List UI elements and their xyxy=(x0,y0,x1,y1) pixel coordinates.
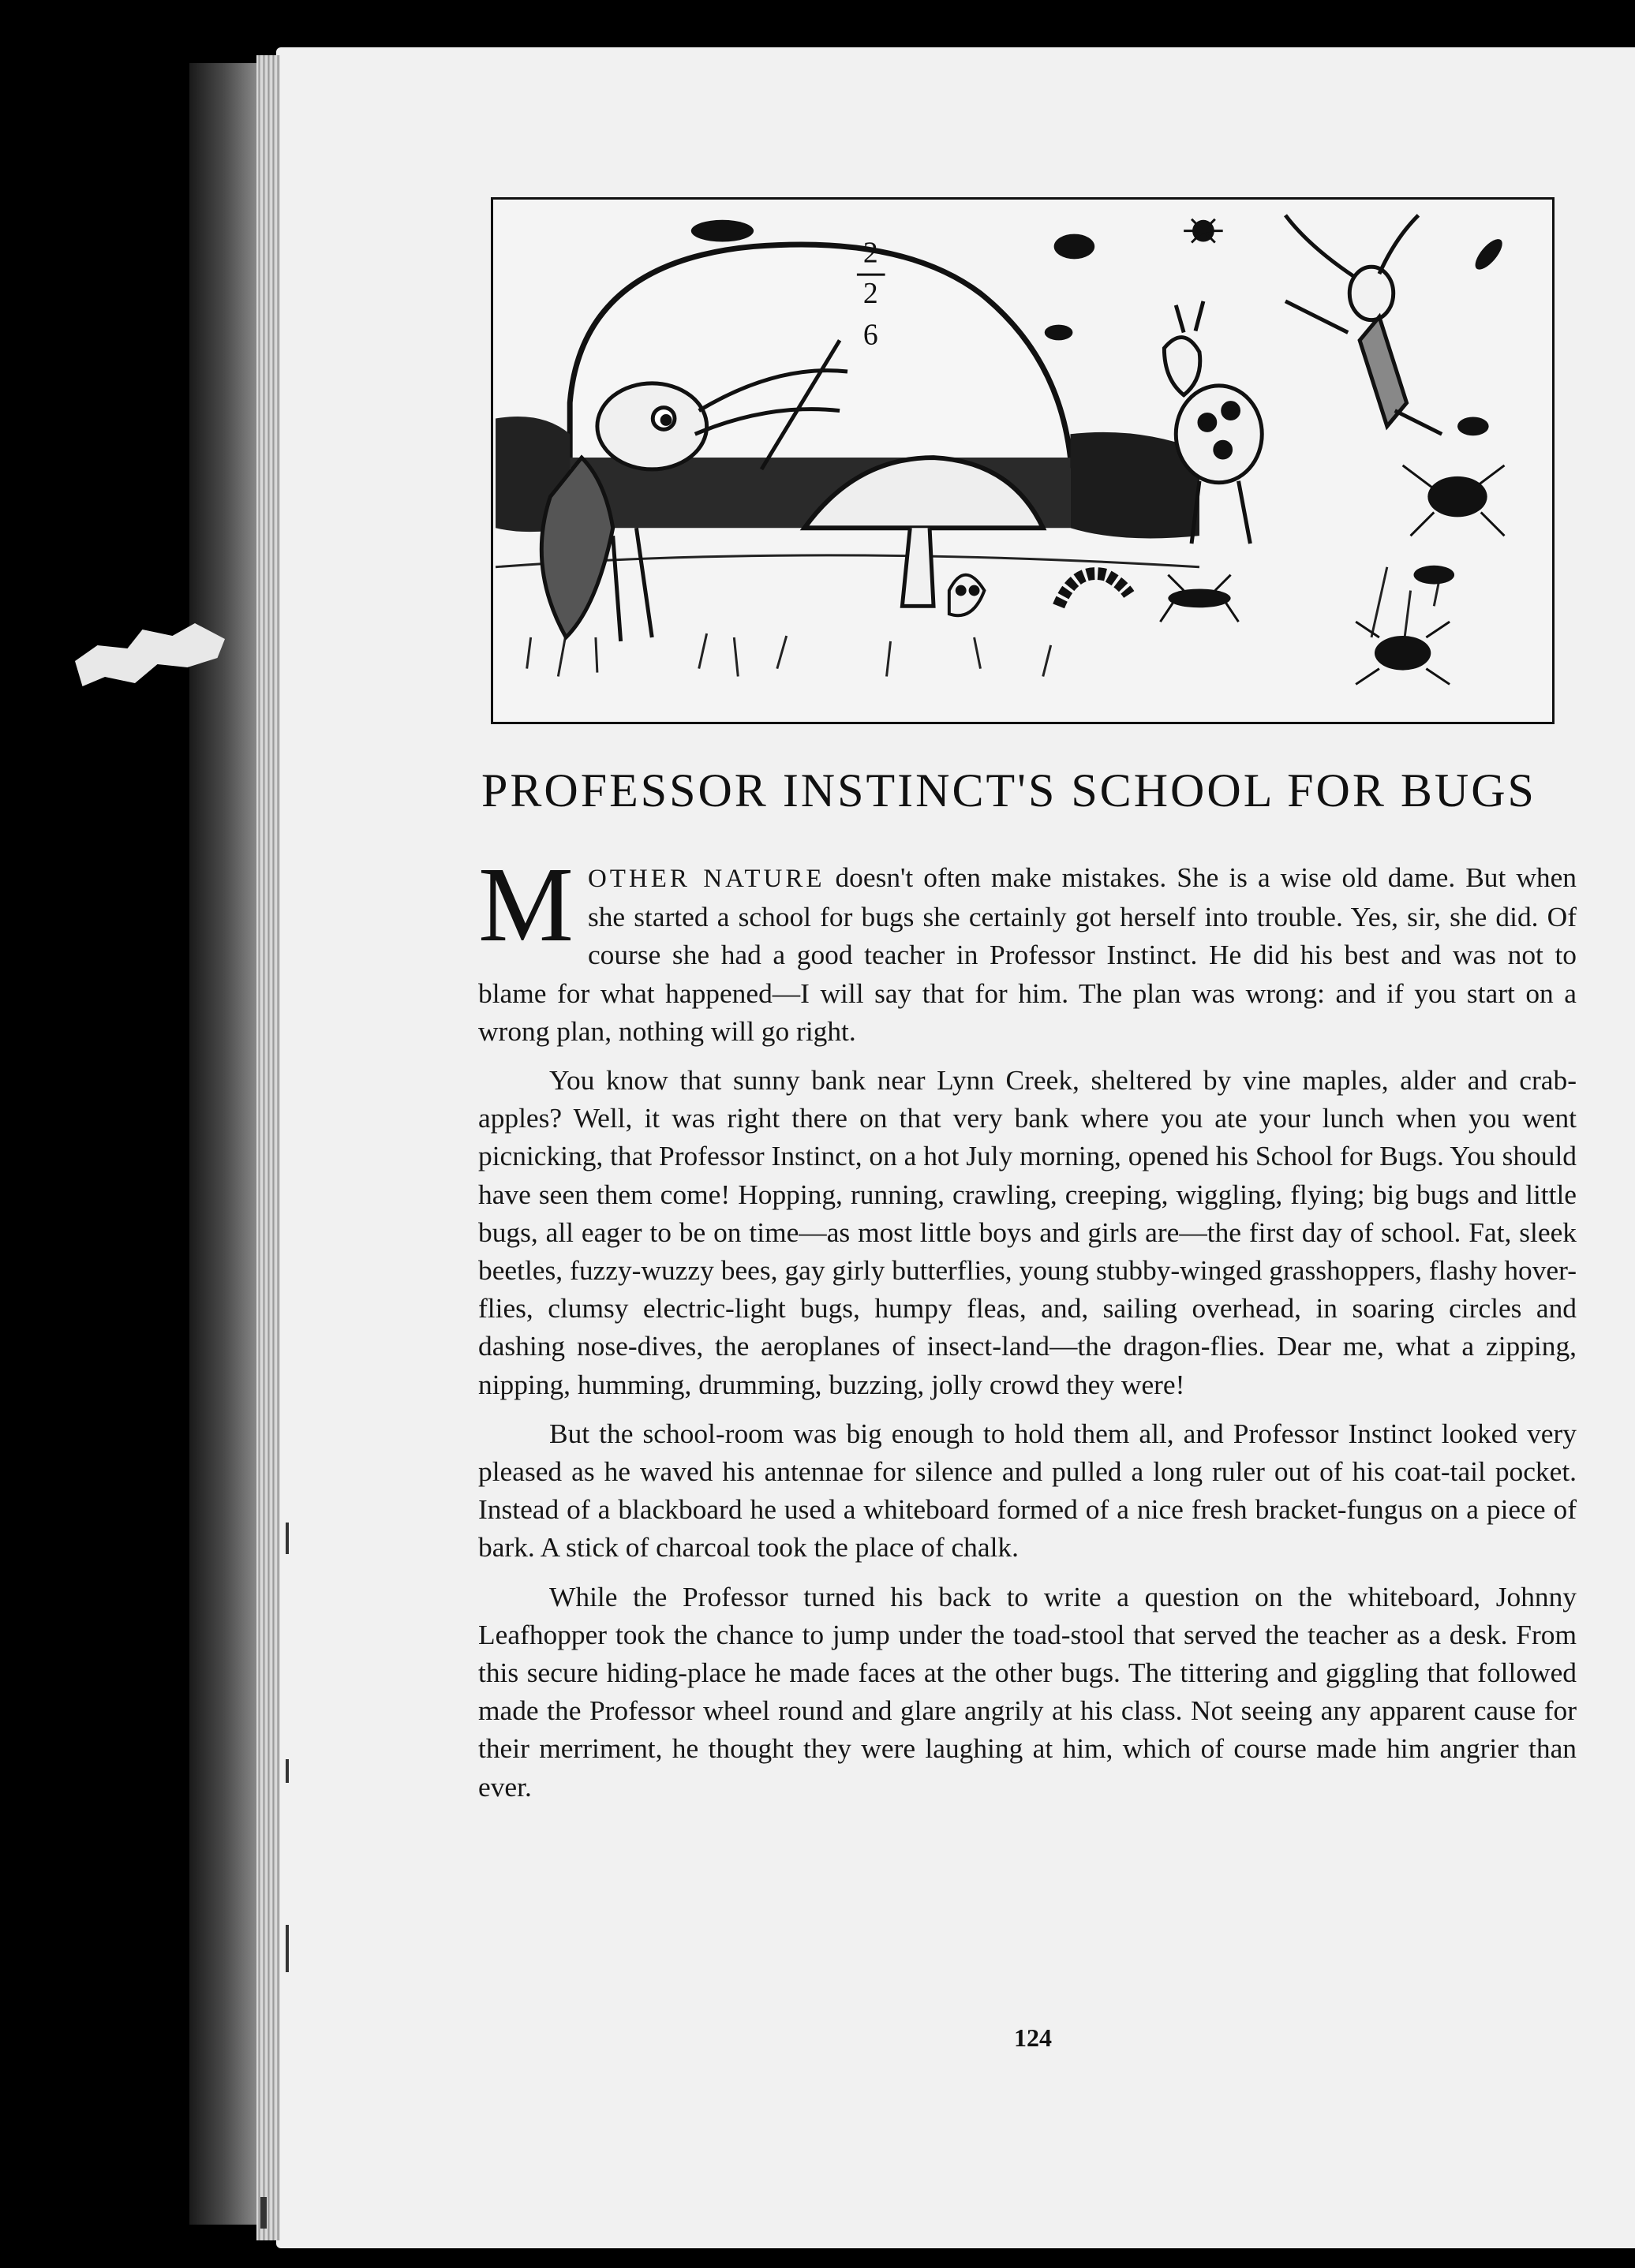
paragraph-1-lead: OTHER NATURE xyxy=(587,865,825,893)
fraction-bottom: 6 xyxy=(862,318,878,352)
fraction-top: 2 xyxy=(862,236,878,270)
paragraph-1-text: doesn't often make mistakes. She is a wise old dame. But when she started a school for bugs she certainly got herself into trouble. Yes, sir, she did. Of course she had a good teacher in Professor Instinct. He did his best and was not to blame for what happened—I will say that for him. The plan was wrong: and if you start on a wrong plan, nothing will go right. xyxy=(478,861,1577,1047)
page-spine-edge xyxy=(256,55,280,2240)
fraction-mid: 2 xyxy=(862,276,878,310)
story-text xyxy=(478,846,1577,1806)
drop-cap: M xyxy=(478,846,574,964)
page-title: PROFESSOR INSTINCT'S SCHOOL FOR BUGS xyxy=(481,764,1536,816)
margin-mark xyxy=(260,2197,267,2229)
bug-school-illustration xyxy=(491,197,1555,724)
paragraph-4: While the Professor turned his back to write a question on the whiteboard, Johnny Leafhopper took the chance to jump under the toad-stool that served the teacher as a desk. From this secure hiding-place he made faces at the other bugs. The tittering and giggling that followed made the Professor wheel round and glare angrily at his class. Not seeing any apparent cause for their merriment, he thought they were laughing at him, which of course made him angrier than ever. xyxy=(478,1580,1577,1803)
page-number: 124 xyxy=(1014,2023,1052,2052)
margin-mark xyxy=(286,1759,289,1783)
margin-mark xyxy=(286,1523,289,1554)
paragraph-1 xyxy=(478,846,1577,1050)
margin-mark xyxy=(286,1925,289,1972)
paragraph-3: But the school-room was big enough to hold them all, and Professor Instinct looked very pleased as he waved his antennae for silence and pulled a long ruler out of his coat-tail pocket. Instead of a blackboard he used a whiteboard formed of a nice fresh bracket-fungus on a piece of bark. A stick of charcoal took the place of chalk. xyxy=(478,1417,1577,1564)
paragraph-2: You know that sunny bank near Lynn Creek, sheltered by vine maples, alder and crab-apples? Well, it was right there on that very bank where you ate your lunch when you went picnicking, that Professor Instinct, on a hot July morning, opened his School for Bugs. You should have seen them come! Hopping, running, crawling, creeping, wiggling, flying; big bugs and little bugs, all eager to be on time—as most little boys and girls are—the first day of school. Fat, sleek beetles, fuzzy-wuzzy bees, gay girly butterflies, young stubby-winged grasshoppers, flashy hover-flies, clumsy electric-light bugs, humpy fleas, and, sailing overhead, in soaring circles and dashing nose-dives, the aeroplanes of insect-land—the dragon-flies. Dear me, what a zipping, nipping, humming, drumming, buzzing, jolly crowd they were! xyxy=(478,1064,1577,1400)
